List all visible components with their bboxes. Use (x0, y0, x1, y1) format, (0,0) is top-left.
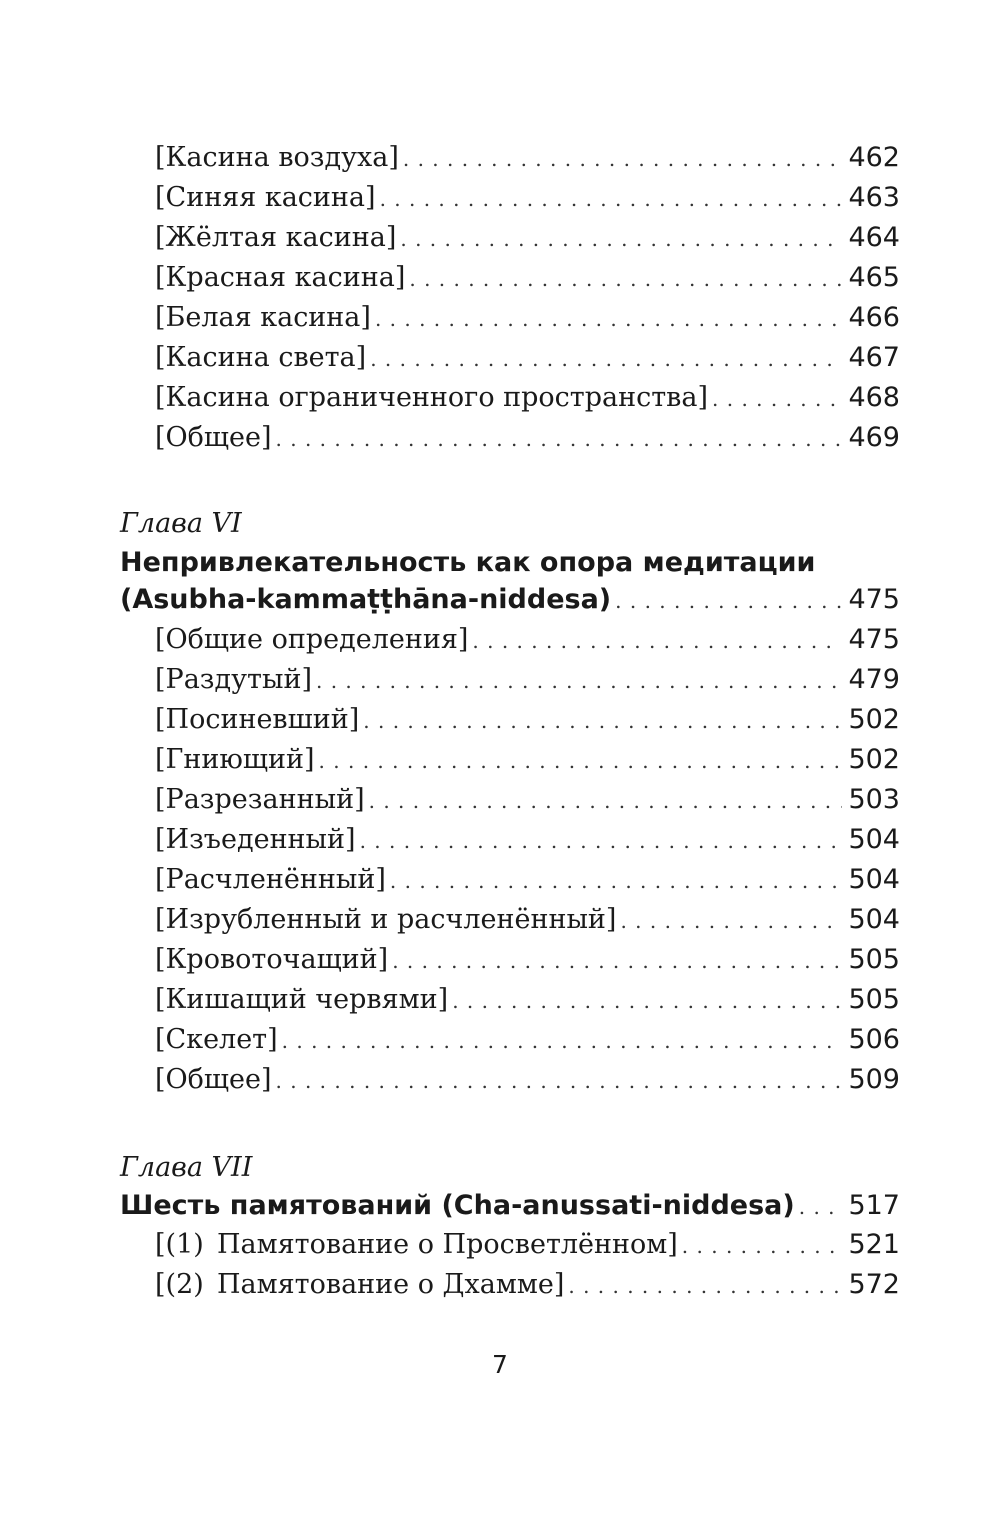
chapter-6-label: Глава VI (120, 508, 242, 539)
toc-entry-text: Памятование о Просветлённом] (217, 1229, 678, 1260)
toc-entry-label: [Изъеденный] (155, 824, 356, 855)
toc-entry-page: 505 (848, 944, 900, 975)
toc-entry-page: 572 (848, 1269, 900, 1300)
toc-entry-label: [Общее] (155, 1064, 272, 1095)
toc-entry-page: 504 (848, 904, 900, 935)
toc-entry (155, 660, 900, 700)
chapter-7-label: Глава VII (120, 1152, 253, 1183)
toc-entry-label: [Касина ограниченного пространства] (155, 382, 709, 413)
leader-dots (316, 661, 842, 701)
toc-entry (155, 338, 900, 378)
leader-dots (276, 1061, 843, 1101)
leader-dots (276, 419, 843, 459)
toc-entry (155, 298, 900, 338)
toc-entry (155, 940, 900, 980)
toc-entry-label (155, 1265, 564, 1305)
leader-dots (712, 379, 842, 419)
toc-entry (155, 218, 900, 258)
leader-dots (409, 259, 842, 299)
leader-dots (282, 1021, 843, 1061)
toc-entry (155, 1020, 900, 1060)
chapter-6-title: Непривлекательность как опора медитации (120, 547, 816, 578)
toc-entry (155, 740, 900, 780)
toc-entry-label: [Синяя касина] (155, 182, 376, 213)
toc-entry-page: 502 (848, 744, 900, 775)
chapter-6-subtitle: (Asubha-kammaṭṭhāna-niddesa) (120, 584, 612, 615)
chapter-6-page: 475 (848, 584, 900, 615)
toc-entry (155, 700, 900, 740)
leader-dots (400, 219, 842, 259)
chapter-7-title: Шесть памятований (Cha-anussati-niddesa) (120, 1190, 795, 1221)
toc-entry (155, 1060, 900, 1100)
toc-entry-label: [Жёлтая касина] (155, 222, 397, 253)
toc-entry-page: 479 (848, 664, 900, 695)
toc-entry-page: 505 (848, 984, 900, 1015)
toc-entry-label: [Расчленённый] (155, 864, 386, 895)
toc-entry (155, 138, 900, 178)
leader-dots (392, 941, 842, 981)
toc-entry-label (155, 1225, 678, 1265)
toc-entry (155, 820, 900, 860)
leader-dots (403, 139, 843, 179)
toc-entry-label: [Раздутый] (155, 664, 312, 695)
toc-entry-label: [Посиневший] (155, 704, 360, 735)
toc-entry-page: 475 (848, 624, 900, 655)
leader-dots (568, 1266, 842, 1306)
toc-entry-page: 468 (848, 382, 900, 413)
toc-entry-label: [Кровоточащий] (155, 944, 389, 975)
toc-entry-text: Памятование о Дхамме] (217, 1269, 565, 1300)
toc-entry (155, 860, 900, 900)
leader-dots (682, 1226, 843, 1266)
toc-entry-page: 466 (848, 302, 900, 333)
toc-entry-page: 502 (848, 704, 900, 735)
toc-entry-label: [Касина света] (155, 342, 367, 373)
chapter-7-title-row (120, 1186, 900, 1226)
chapter-7-page: 517 (848, 1190, 900, 1221)
toc-entry (155, 178, 900, 218)
leader-dots (369, 781, 843, 821)
toc-entry (155, 980, 900, 1020)
toc-entry-page: 467 (848, 342, 900, 373)
toc-entry-page: 509 (848, 1064, 900, 1095)
toc-entry-label: [Гниющий] (155, 744, 315, 775)
toc-entry-page: 463 (848, 182, 900, 213)
leader-dots (799, 1187, 843, 1227)
page-number: 7 (492, 1350, 508, 1379)
toc-entry (155, 1265, 900, 1305)
toc-entry-page: 521 (848, 1229, 900, 1260)
leader-dots (375, 299, 843, 339)
toc-entry-label: [Общие определения] (155, 624, 469, 655)
toc-entry (155, 900, 900, 940)
toc-entry (155, 1225, 900, 1265)
toc-entry (155, 418, 900, 458)
toc-entry (155, 620, 900, 660)
leader-dots (615, 581, 842, 621)
toc-entry-label: [Изрубленный и расчленённый] (155, 904, 617, 935)
toc-entry (155, 780, 900, 820)
toc-entry-page: 506 (848, 1024, 900, 1055)
toc-entry-page: 464 (848, 222, 900, 253)
toc-entry (155, 258, 900, 298)
toc-entry-page: 465 (848, 262, 900, 293)
leader-dots (360, 821, 843, 861)
toc-entry-page: 504 (848, 824, 900, 855)
toc-entry-label: [Разрезанный] (155, 784, 365, 815)
leader-dots (452, 981, 842, 1021)
toc-entry-label: [Красная касина] (155, 262, 406, 293)
toc-entry-page: 462 (848, 142, 900, 173)
leader-dots (370, 339, 842, 379)
leader-dots (319, 741, 843, 781)
leader-dots (363, 701, 842, 741)
toc-entry-label: [Кишащий червями] (155, 984, 449, 1015)
leader-dots (390, 861, 843, 901)
leader-dots (472, 621, 842, 661)
leader-dots (380, 179, 843, 219)
toc-entry-label: [Общее] (155, 422, 272, 453)
toc-entry-label: [Касина воздуха] (155, 142, 399, 173)
toc-entry-number: [(2) (155, 1269, 204, 1300)
leader-dots (620, 901, 842, 941)
chapter-6-title-row (120, 580, 900, 620)
toc-entry-page: 503 (848, 784, 900, 815)
toc-entry-label: [Белая касина] (155, 302, 371, 333)
toc-entry (155, 378, 900, 418)
toc-entry-label: [Скелет] (155, 1024, 278, 1055)
toc-entry-page: 469 (848, 422, 900, 453)
toc-entry-number: [(1) (155, 1229, 204, 1260)
toc-entry-page: 504 (848, 864, 900, 895)
